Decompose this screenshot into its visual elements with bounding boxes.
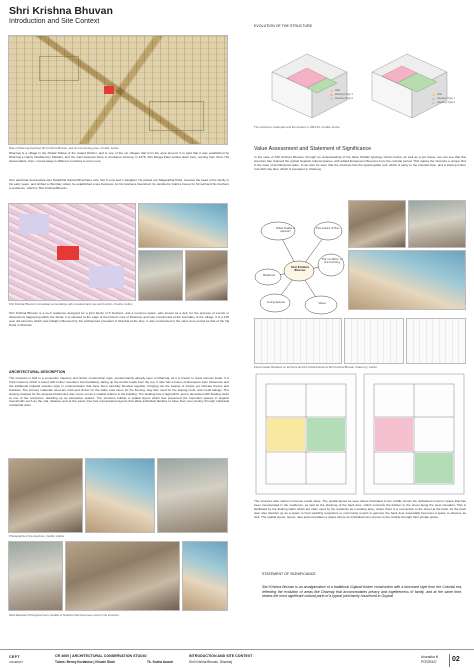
legend-b <box>437 93 455 105</box>
page-subtitle: Introduction and Site Context <box>9 18 100 25</box>
plan-caption: Shri Krishna Bhuvan's immediate surroundings with prevalent land use and function. Credits: Author <box>9 303 133 306</box>
map-caption: Map of Dharmaj depicting Shri Krishna Bhuvan, and its surrounding area. Credits: Author <box>9 147 119 150</box>
logo-subtext: UNIVERSITY <box>9 661 24 664</box>
intro-paragraph-3: Shri Krishna Bhuvan is a G+3 residence designed for a joint family of 5 brothers, and a common space, also known as a deli, for the purpose of events or discussions happening within the family. It is situated at the edge of the historic core of Dharmaj, and was constructed at the boundary of the village. It is a 125 year old structure which was initially influenced by the architecture prevalent in Mumbai at the time. It was constructed in the same time period as that of the Taj Hotel in Mumbai. <box>9 312 229 327</box>
bracket-drawing-2 <box>406 318 466 364</box>
legend-a-housing-2: Housing Type 2 <box>335 97 353 100</box>
evolution-heading: EVOLUTION OF THE STRUCTURE <box>254 24 313 28</box>
mindmap-node-condition: The condition of the building <box>321 258 343 264</box>
floor-plans <box>254 372 466 497</box>
building-photo-2 <box>85 458 155 533</box>
street-photo-1 <box>138 203 228 248</box>
intro-paragraph-1: Dharmaj is a village in the Petlad Taluka of the Anand District, and is one of the six villages that form the area around. It is said that it was established by Dharmaj a mainly inhabited by Patidars, and the main business there is of tobacco farming. In 1675, Shri Ranga Patel settled down here, coming from Vinol. His descendants, then, moved away to different countries to earn more. <box>9 152 229 163</box>
sos-heading: STATEMENT OF SIGNIFICANCE <box>262 572 316 576</box>
page-number: 02 <box>452 656 460 663</box>
legend-b-housing-2: Housing Type 2 <box>437 101 455 104</box>
street-photo-3 <box>185 250 228 301</box>
mindmap-center: Shri Krishna Bhuvan <box>291 266 309 272</box>
evolution-caption: The structure's initial plan and the division in 1963-64. Credits: Author <box>254 126 340 129</box>
drawings-caption: Frieze Detail, Brackets on all floors and the Krishna Rock at Shri Krishna Bhuvan. Drawn by: Author <box>254 366 378 369</box>
mindmap-labels <box>254 227 344 327</box>
frieze-detail-drawing <box>254 318 342 364</box>
legend-b-otla: Otla <box>437 93 442 96</box>
tutor-2: Tk. Sneha Anand <box>147 660 173 664</box>
mindmap-node-value: Value <box>318 302 326 305</box>
isometric-division <box>372 54 447 118</box>
mindmap-node-living: Living Spaces <box>267 301 285 304</box>
site-plan-map <box>8 203 136 301</box>
legend-a-housing-1: Housing Type 1 <box>335 93 353 96</box>
section-title: INTRODUCTION AND SITE CONTEXT <box>189 654 253 658</box>
interior-photo-1 <box>348 200 406 248</box>
student-name: Anuradha N <box>421 655 439 659</box>
value-heading: Value Assessment and Statement of Significance <box>254 146 372 152</box>
student-id: PCR20347 <box>421 660 437 664</box>
tutors: Tutors: Benny Kuriakose | Khushi Shah <box>55 660 115 664</box>
logo-text: CEPT <box>9 655 20 659</box>
mindmap-node-special: What makes it special? <box>276 227 295 233</box>
elevation-caption: West Elevation Photogrammetry. Details of brackets that have been used in the structure. <box>9 614 120 617</box>
dharmaj-map <box>8 35 228 145</box>
building-photo-1 <box>8 458 83 533</box>
site-plot <box>57 246 79 260</box>
photos-caption: Photographs of the structure. Credits: Author <box>9 535 65 538</box>
interior-photo-3 <box>348 250 466 310</box>
intro-paragraph-2: One particular descendant was Tarahbhai Narsinhbhai Patel, who has 5 sons and 1 daughter. He picked son Maganbhai Patel, became the head of the family in his early years, and shifted to Bombay where he established a tea business. As his business flourished, he decided to build a house for himself and his brothers a residence, which is Shri Krishna Bhuvan. <box>9 179 229 190</box>
architectural-heading: ARCHITECTURAL DESCRIPTION <box>9 370 66 374</box>
west-elevation-photogrammetry <box>65 541 180 611</box>
building-photo-3 <box>157 458 228 533</box>
bracket-detail-photo-2 <box>182 541 228 611</box>
social-value-paragraph: The structure also carries immense social value. The spatial layout as seen above illustrated in the middle shows the dedicated common space that has been incorporated in the residence, as well as the planning of the back door, which connects the kitchen to the street along the west elevation. This is facilitated by the floating stairs which are often used by the residents as a seating area, where there is a connection to the street at the back. As the back door also doubles up as a space to host wedding receptions or community events in general, the back door essentially becomes a space to observe as well. The spatial layout, hence, also accommodates a space where an individual can connect to the outside through their private space. <box>254 500 466 519</box>
bracket-detail-photo-1 <box>8 541 63 611</box>
project-name: Shri Krishna Bhuvan, Dharmaj <box>189 660 232 664</box>
footer <box>0 649 474 670</box>
bracket-drawing-1 <box>344 318 404 364</box>
evolution-isometrics <box>252 32 464 122</box>
isometric-initial <box>272 54 347 118</box>
mindmap-node-materials: Materials <box>263 274 275 277</box>
legend-b-housing-1: Housing Type 1 <box>437 97 455 100</box>
site-marker <box>104 86 114 94</box>
legend-a <box>335 89 353 101</box>
sos-text: Shri Krishna Bhuvan is an amalgamation of a traditional Gujarati timber construction with a borrowed style from the Colonial era, reflecting the evolution of areas like Dharmaj that accommodates privacy and togetherness of family, and at the same time, retains the most significant cultural parts of a typical joint family household in Gujarat <box>262 585 462 599</box>
mindmap-node-nature: The nature of the... <box>315 227 342 230</box>
page-title: Shri Krishna Bhuvan <box>9 5 113 17</box>
course-title: CR 4000 | ARCHITECTURAL CONSERVATION STUDIO <box>55 654 147 658</box>
architectural-paragraph: The structure is built in a composite masonry and timber construction style, predominantly already seen in Dharmaj, as it is known to resist seismic loads. It is brick masonry which is laced with timber members intermediately, taking up the tensile loads from the top. It also has a fusion of European style influences and the traditional Gujarati wooden style in ornamentation that have been carefully blended together, bringing out the beauty of simple yet intricate friezes and brackets. The primary materials used are brick and timber for the walls, kota stone for the flooring, clay tiles used for the sloping roofs, and metal railings. The sloping chaukas for the projected balconies also come out as a notable feature in the building. The building has a high plinth, and is decorated with floating stairs at one of the entrances, doubling up as interactive spaces. The structure follows a spatial layout which has preserved the important spaces in Gujarat households such as the otla, daraaso and at the same time has incorporated layouts that allow individual families to have their own privacy through individual residential units. <box>9 377 229 408</box>
value-paragraph: In the case of Shri Krishna Bhuvan, through an understanding of the basic Khadki typology shown below, as well as a pol house, we can see that this structure has retained the typical Gujarati cultural spaces, with added European influences from the colonial period. This makes the structure a unique find in the case of architectural value. It can also be seen that the structure has the typical gable roof, which is jointy to the colonial style, and a sloping timber roof with clay tiles, which is prevalent in Charmaj. <box>254 156 466 171</box>
legend-a-otla: Otla <box>335 89 340 92</box>
interior-photo-2 <box>408 200 466 248</box>
street-photo-2 <box>138 250 183 301</box>
